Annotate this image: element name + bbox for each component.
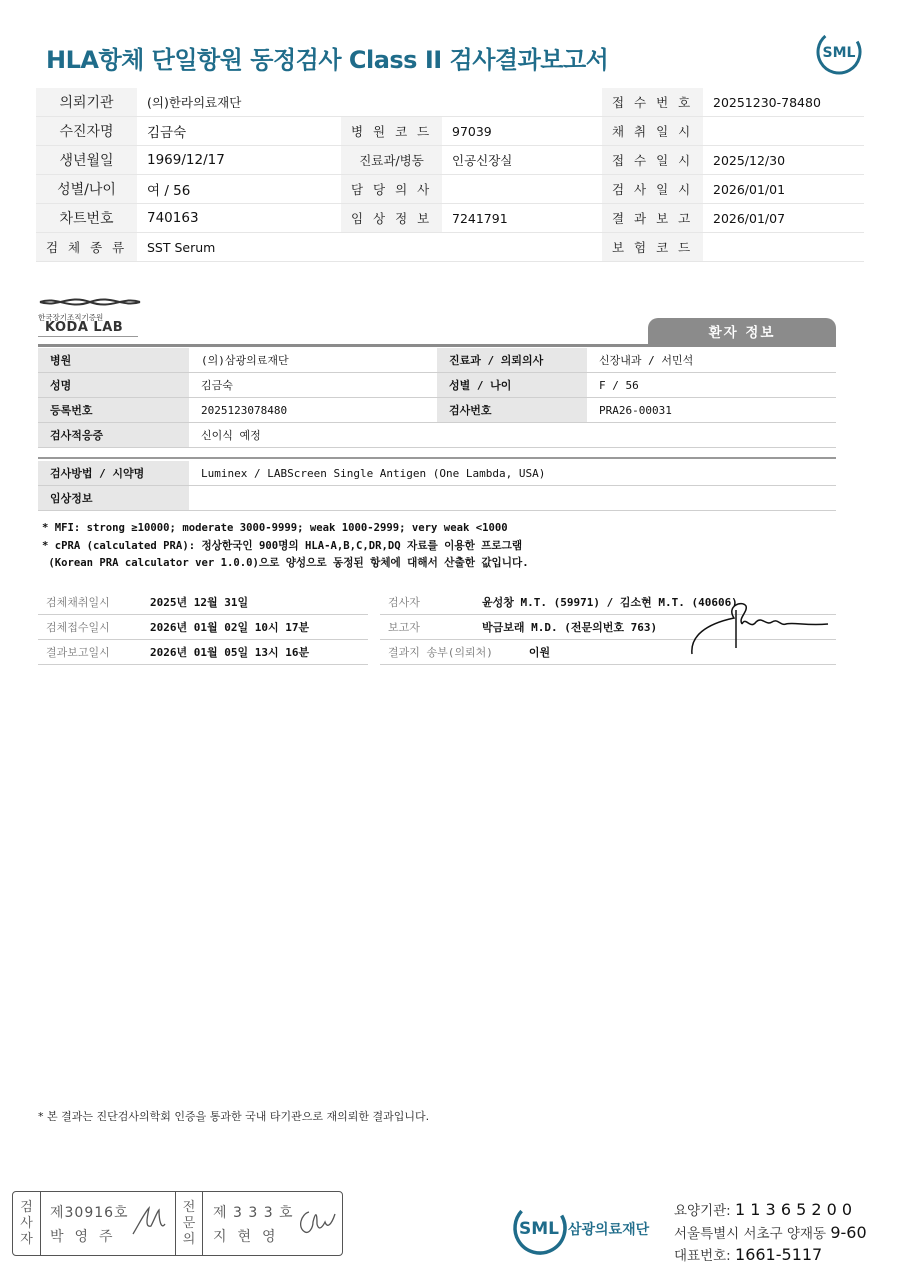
method-table [38,461,836,511]
sex-age-value: F / 56 [587,373,836,398]
stamp-specialist-no: 제 3 3 3 호 [213,1205,294,1221]
method-label: 검사방법 / 시약명 [38,461,189,486]
sex-age-label: 성별/나이 [36,175,137,204]
patient-value: 김금숙 [137,117,341,146]
hospital-code-label: 병 원 코 드 [341,117,442,146]
note-mfi: * MFI: strong ≥10000; moderate 3000-9999; weak 1000-2999; very weak <1000 [42,522,508,534]
specialist-signature [295,1204,339,1240]
svg-text:SML: SML [822,45,856,61]
foundation-name: 삼광의료재단 [568,1222,650,1238]
tester-signature [131,1204,171,1240]
tester-label: 검사자 [380,590,474,615]
dept-doctor-value: 신장내과 / 서민석 [587,348,836,373]
reporter-label: 보고자 [380,615,474,640]
sex-age-value: 여 / 56 [137,175,341,204]
notes [42,520,529,573]
care-institution-line [674,1199,852,1219]
footnote: * 본 결과는 진단검사의학회 인증을 통과한 국내 타기관으로 재의뢰한 결과입니다. [38,1110,430,1123]
birth-label: 생년월일 [36,146,137,175]
stamp-tester-no: 제30916호 [50,1205,129,1221]
address-number: 9-60 [830,1223,867,1242]
section-divider [38,344,836,347]
sml-logo [510,1198,570,1258]
sex-age-label: 성별 / 나이 [437,373,587,398]
table-row [36,117,864,146]
doctor-value [442,175,602,204]
note-cpra: * cPRA (calculated PRA): 정상한국인 900명의 HLA-A,B,C,DR,DQ 자료를 이용한 프로그램 [42,539,523,552]
care-number: 1 1 3 6 5 2 0 0 [735,1200,853,1219]
receive-label: 검체접수일시 [38,615,142,640]
table-row [36,175,864,204]
insurance-code-value [703,233,864,262]
chart-no-label: 차트번호 [36,204,137,233]
dept-label: 진료과/병동 [341,146,442,175]
birth-value: 1969/12/17 [137,146,341,175]
table-row [38,461,836,486]
collect-label: 검체채취일시 [38,590,142,615]
specimen-value: SST Serum [137,233,602,262]
table-row [36,233,864,262]
hospital-value: (의)삼광의료재단 [189,348,437,373]
approval-stamp [12,1191,343,1256]
collect-value: 2025년 12월 31일 [142,590,368,615]
collection-date-value [703,117,864,146]
test-date-label: 검 사 일 시 [602,175,703,204]
address: 서울특별시 서초구 양재동 [674,1226,831,1242]
clinical-info-value: 7241791 [442,204,602,233]
stamp-tester-name: 박영주 [50,1229,124,1245]
test-no-value: PRA26-00031 [587,398,836,423]
logo-divider [38,336,138,337]
address-line [674,1222,867,1242]
table-row [38,640,368,665]
report-title: HLA항체 단일항원 동정검사 Class II 검사결과보고서 [46,46,609,74]
clinical-label: 임상정보 [38,486,189,511]
table-row [38,590,368,615]
insurance-code-label: 보 험 코 드 [602,233,703,262]
table-row [38,348,836,373]
note-cpra-cont: (Korean PRA calculator ver 1.0.0)으로 양성으로 동정된 항체에 대해서 산출한 값입니다. [42,557,529,569]
indication-label: 검사적응증 [38,423,189,448]
table-row [36,204,864,233]
doctor-label: 담 당 의 사 [341,175,442,204]
requesting-org-value: (의)한라의료재단 [137,88,602,117]
phone-number: 1661-5117 [735,1245,823,1264]
phone-line [674,1244,822,1264]
hospital-code-value: 97039 [442,117,602,146]
chart-no-value: 740163 [137,204,341,233]
care-label: 요양기관: [674,1203,736,1219]
send-to-label: 결과지 송부(의뢰처) [388,646,493,659]
receipt-no-label: 접 수 번 호 [602,88,703,117]
koda-org-name: 한국장기조직기증원 [38,313,104,322]
dept-doctor-label: 진료과 / 의뢰의사 [437,348,587,373]
stamp-tester-label: 검 사 자 [13,1192,41,1255]
reporter-signature [686,596,836,658]
hospital-label: 병원 [38,348,189,373]
registration-no-value: 2025123078480 [189,398,437,423]
clinical-info-label: 임 상 정 보 [341,204,442,233]
receive-value: 2026년 01월 02일 10시 17분 [142,615,368,640]
table-row [38,373,836,398]
request-info-table [36,88,864,262]
test-date-value: 2026/01/01 [703,175,864,204]
tester-value: 윤성창 M.T. (59971) / 김소현 M.T. (40606) [474,590,836,615]
table-row [38,398,836,423]
report-time-value: 2026년 01월 05일 13시 16분 [142,640,368,665]
dept-value: 인공신장실 [442,146,602,175]
report-time-label: 결과보고일시 [38,640,142,665]
phone-label: 대표번호: [674,1248,736,1264]
receipt-date-label: 접 수 일 시 [602,146,703,175]
report-date-label: 결 과 보 고 [602,204,703,233]
koda-lab-name: KODA LAB [45,320,124,335]
name-label: 성명 [38,373,189,398]
table-row [38,615,368,640]
indication-value: 신이식 예정 [189,423,836,448]
svg-text:SML: SML [519,1219,559,1239]
reporter-value: 박금보래 M.D. (전문의번호 763) [474,615,836,640]
requesting-org-label: 의뢰기관 [36,88,137,117]
report-date-value: 2026/01/07 [703,204,864,233]
dates-table [38,590,368,665]
patient-info-table [38,348,836,448]
method-value: Luminex / LABScreen Single Antigen (One Lambda, USA) [189,461,836,486]
registration-no-label: 등록번호 [38,398,189,423]
specimen-label: 검 체 종 류 [36,233,137,262]
patient-info-tab: 환자 정보 [648,318,836,346]
receipt-date-value: 2025/12/30 [703,146,864,175]
sml-logo [814,28,864,76]
patient-label: 수진자명 [36,117,137,146]
send-to-value: 이원 [528,646,551,659]
table-row [36,88,864,117]
stamp-specialist-label: 전 문 의 [175,1192,203,1255]
table-row [38,423,836,448]
stamp-specialist-name: 지현영 [213,1229,287,1245]
receipt-no-value: 20251230-78480 [703,88,864,117]
test-no-label: 검사번호 [437,398,587,423]
table-row [36,146,864,175]
table-row [38,486,836,511]
clinical-value [189,486,836,511]
section-divider [38,457,836,459]
collection-date-label: 채 취 일 시 [602,117,703,146]
name-value: 김금숙 [189,373,437,398]
